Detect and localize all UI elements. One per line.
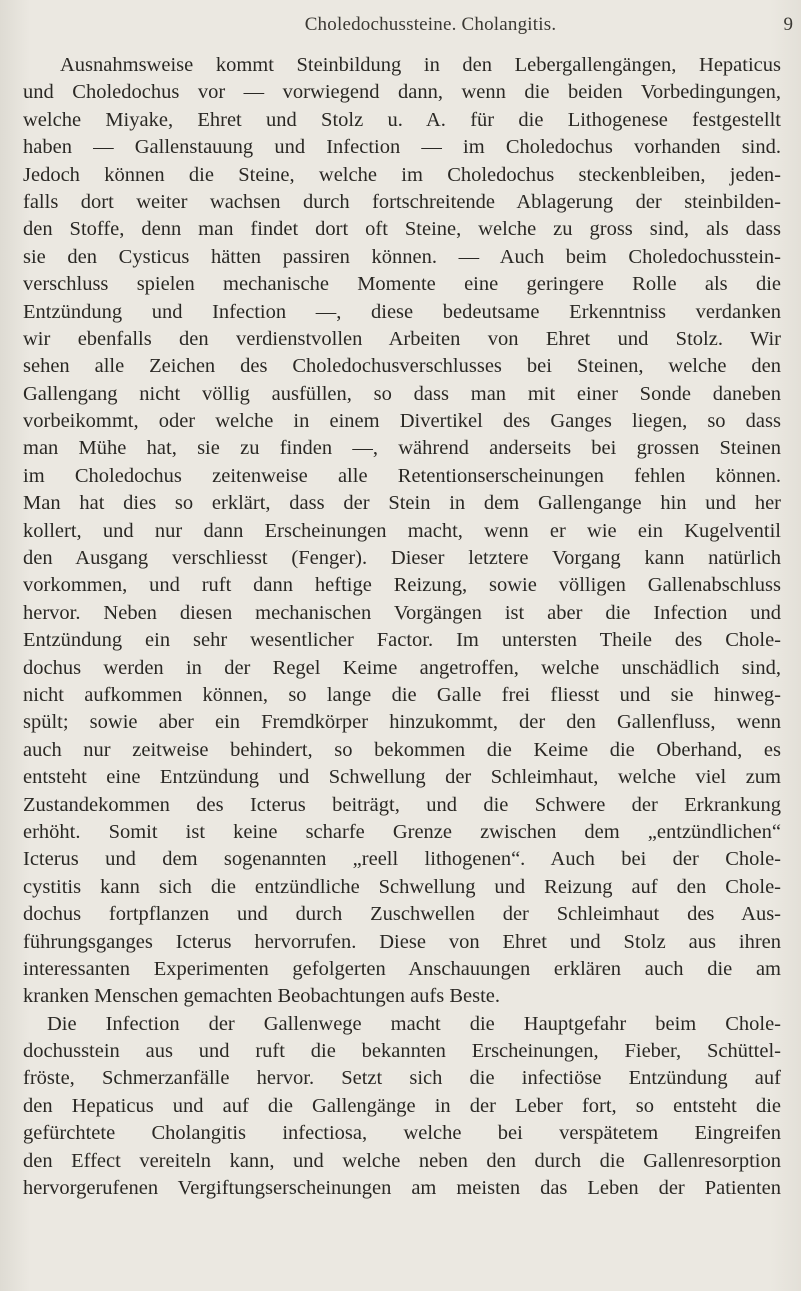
text-line: Ausnahmsweise kommt Steinbildung in den Lebergallengängen, Hepaticus — [60, 54, 781, 76]
text-line: den Stoffe, denn man findet dort oft Steine, welche zu gross sind, als dass — [23, 218, 781, 241]
text-line: den Hepaticus und auf die Gallengänge in der Leber fort, so entsteht die — [23, 1094, 781, 1117]
text-line: Jedoch können die Steine, welche im Choledochus steckenbleiben, jeden- — [23, 163, 781, 186]
text-line: dochusstein aus und ruft die bekannten Erscheinungen, Fieber, Schüttel- — [23, 1040, 781, 1063]
text-line: auch nur zeitweise behindert, so bekommen die Keime die Oberhand, es — [23, 738, 781, 761]
text-line: vorkommen, und ruft dann heftige Reizung, sowie völligen Gallenabschluss — [23, 574, 781, 597]
text-line: verschluss spielen mechanische Momente eine geringere Rolle als die — [23, 273, 781, 296]
text-line: nicht aufkommen können, so lange die Galle frei fliesst und sie hinweg- — [23, 683, 781, 706]
text-line: gefürchtete Cholangitis infectiosa, welche bei verspätetem Eingreifen — [23, 1122, 781, 1145]
text-line: sehen alle Zeichen des Choledochusverschlusses bei Steinen, welche den — [23, 355, 781, 378]
text-line: dochus fortpflanzen und durch Zuschwellen der Schleimhaut des Aus- — [23, 903, 781, 926]
text-line: cystitis kann sich die entzündliche Schwellung und Reizung auf den Chole- — [23, 875, 781, 898]
text-line: und Choledochus vor — vorwiegend dann, wenn die beiden Vorbedingungen, — [23, 81, 781, 104]
text-line: fröste, Schmerzanfälle hervor. Setzt sich die infectiöse Entzündung auf — [23, 1067, 781, 1090]
text-line: hervorgerufenen Vergiftungserscheinungen am meisten das Leben der Patienten — [23, 1177, 781, 1200]
text-line: dochus werden in der Regel Keime angetroffen, welche unschädlich sind, — [23, 656, 781, 679]
paragraph-2 — [23, 1011, 781, 1203]
text-line: im Choledochus zeitenweise alle Retentionserscheinungen fehlen können. — [23, 464, 781, 487]
running-head — [60, 14, 801, 42]
text-line: falls dort weiter wachsen durch fortschreitende Ablagerung der steinbilden- — [23, 190, 781, 213]
text-line: führungsganges Icterus hervorrufen. Diese von Ehret und Stolz aus ihren — [23, 930, 781, 953]
text-line: Zustandekommen des Icterus beiträgt, und die Schwere der Erkrankung — [23, 793, 781, 816]
text-line: Die Infection der Gallenwege macht die Hauptgefahr beim Chole- — [47, 1012, 781, 1035]
paragraph-1 — [23, 52, 781, 1011]
text-line: hervor. Neben diesen mechanischen Vorgängen ist aber die Infection und — [23, 601, 781, 624]
text-line: spült; sowie aber ein Fremdkörper hinzukommt, der den Gallenfluss, wenn — [23, 711, 781, 734]
text-line: den Effect vereiteln kann, und welche neben den durch die Gallenresorption — [23, 1149, 781, 1172]
text-line: wir ebenfalls den verdienstvollen Arbeiten von Ehret und Stolz. Wir — [23, 327, 781, 350]
text-line: Icterus und dem sogenannten „reell lithogenen“. Auch bei der Chole- — [23, 848, 781, 871]
body-text — [23, 52, 781, 1202]
page-number: 9 — [783, 14, 793, 35]
text-line: Entzündung und Infection —, diese bedeutsame Erkenntniss verdanken — [23, 300, 781, 323]
text-line: entsteht eine Entzündung und Schwellung der Schleimhaut, welche viel zum — [23, 766, 781, 789]
text-line: Gallengang nicht völlig ausfüllen, so dass man mit einer Sonde daneben — [23, 382, 781, 405]
text-line: interessanten Experimenten gefolgerten Anschauungen erklären auch die am — [23, 957, 781, 980]
text-line: man Mühe hat, sie zu finden —, während anderseits bei grossen Steinen — [23, 437, 781, 460]
text-line: erhöht. Somit ist keine scharfe Grenze zwischen dem „entzündlichen“ — [23, 820, 781, 843]
text-line: kranken Menschen gemachten Beobachtungen aufs Beste. — [23, 985, 501, 1008]
text-line: kollert, und nur dann Erscheinungen macht, wenn er wie ein Kugelventil — [23, 519, 781, 542]
text-line: sie den Cysticus hätten passiren können. — Auch beim Choledochusstein- — [23, 245, 781, 268]
running-title: Choledochussteine. Cholangitis. — [304, 14, 557, 35]
text-line: vorbeikommt, oder welche in einem Divertikel des Ganges liegen, so dass — [23, 410, 781, 433]
text-line: welche Miyake, Ehret und Stolz u. A. für die Lithogenese festgestellt — [23, 108, 781, 131]
text-line: Entzündung ein sehr wesentlicher Factor. Im untersten Theile des Chole- — [23, 629, 781, 652]
text-line: den Ausgang verschliesst (Fenger). Dieser letztere Vorgang kann natürlich — [23, 547, 781, 570]
text-line: Man hat dies so erklärt, dass der Stein in dem Gallengange hin und her — [23, 492, 781, 515]
text-line: haben — Gallenstauung und Infection — im Choledochus vorhanden sind. — [23, 136, 781, 159]
